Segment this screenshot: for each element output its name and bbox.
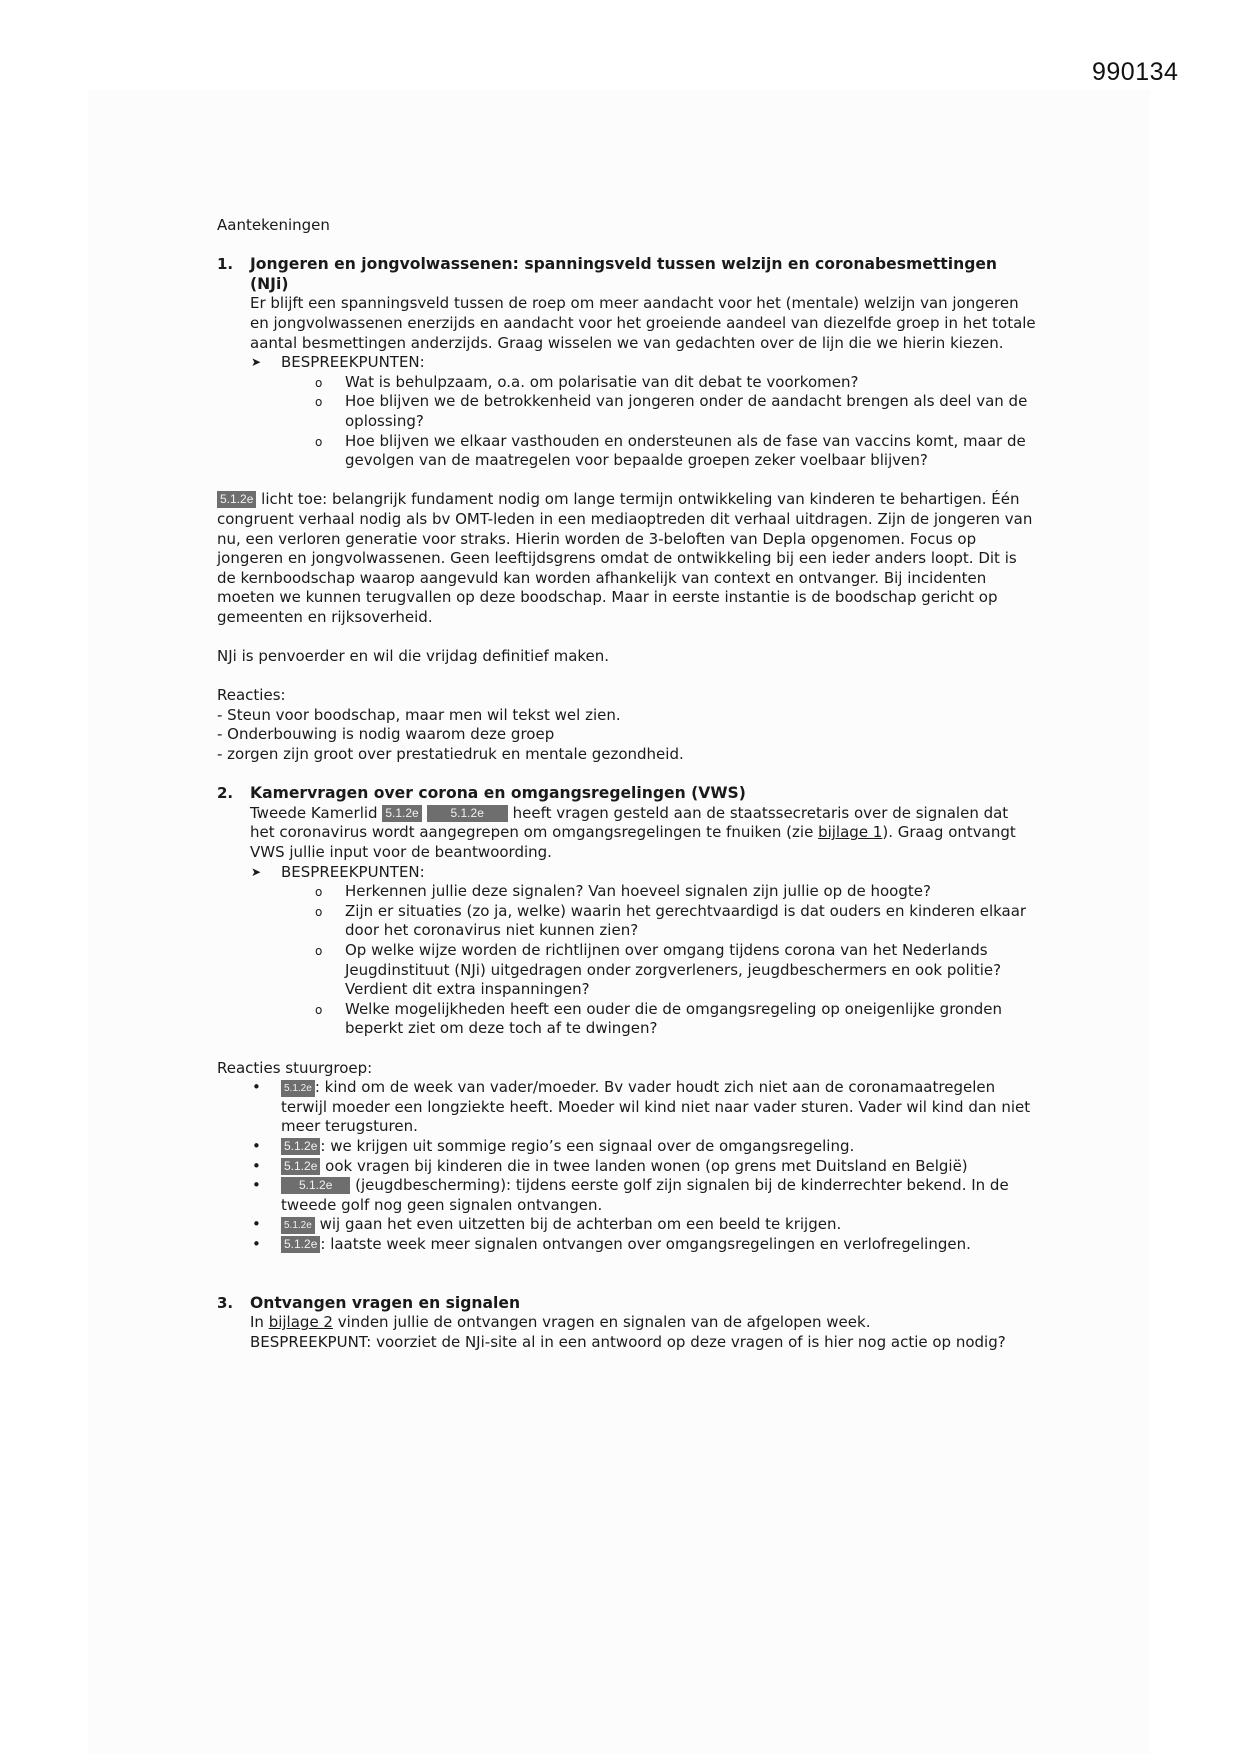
section-intro: Tweede Kamerlid 5.1.2e 5.1.2e heeft vragen gesteld aan de staatssecretaris over de signalen dat het coronavirus wordt aangegrepen om omgangsregelingen te fnuiken (zie bijlage 1). Graag ontvangt VWS jullie input voor de beantwoording. [250, 803, 1016, 861]
discussion-point: o Zijn er situaties (zo ja, welke) waarin het gerechtvaardigd is dat ouders en kinderen elkaar door het coronavirus niet kunnen zien? [315, 901, 1027, 940]
reactie-item: • 5.1.2e : laatste week meer signalen ontvangen over omgangsregelingen en verlofregelingen. [252, 1234, 971, 1253]
reactie-item: • 5.1.2e : we krijgen uit sommige regio’s een signaal over de omgangsregeling. [252, 1136, 855, 1155]
reacties-label: Reacties: [217, 686, 286, 705]
arrow-bullet-icon: ➤ [251, 355, 262, 370]
discussion-point: o Hoe blijven we elkaar vasthouden en ondersteunen als de fase van vaccins komt, maar de gevolgen van de maatregelen voor bepaalde groepen zeker voelbaar blijven? [315, 431, 1026, 470]
section-1-notes: 5.1.2e licht toe: belangrijk fundament nodig om lange termijn ontwikkeling van kinderen te behartigen. Één congruent verhaal nodig als bv OMT-leden in een mediaoptreden dit verhaal uitdragen. Zijn de jongeren van nu, een verloren generatie voor straks. Hierin worden de 3-beloften van Depla opgenomen. Focus op jongeren en jongvolwassenen. Geen leeftijdsgrens omdat de ontwikkeling bij een ieder anders loopt. Dit is de kernboodschap waarop aangevuld kan worden afhankelijk van context en ontvanger. Bij incidenten moeten we kunnen terugvallen op deze boodschap. Maar in eerste instantie is de boodschap gericht op gemeenten en rijksoverheid. [217, 490, 1033, 626]
section-2 [217, 784, 1037, 862]
discussion-point: o Op welke wijze worden de richtlijnen over omgang tijdens corona van het Nederlands Jeugdinstituut (NJi) uitgedragen onder zorgverleners, jeugdbeschermers en ook politie? Verdient dit extra inspanningen? [315, 940, 1002, 999]
section-number: 2. [217, 784, 234, 803]
section-intro: Er blijft een spanningsveld tussen de roep om meer aandacht voor het (mentale) welzijn van jongeren en jongvolwassenen enerzijds en aandacht voor het groeiende aandeel van diezelfde groep in het totale aantal besmettingen anderzijds. Graag wisselen we van gedachten over de lijn die we hierin kiezen. [250, 294, 1036, 352]
reactie-item: - Onderbouwing is nodig waarom deze groep [217, 725, 555, 744]
bullet-icon: • [252, 1156, 261, 1175]
circle-bullet-icon: o [315, 885, 323, 900]
redaction-block: 5.1.2e [281, 1080, 315, 1097]
section-title: Jongeren en jongvolwassenen: spanningsveld tussen welzijn en coronabesmettingen (NJi) [250, 255, 998, 293]
reactie-item: • 5.1.2e : kind om de week van vader/moeder. Bv vader houdt zich niet aan de coronamaatregelen terwijl moeder een longziekte heeft. Moeder wil kind niet naar vader sturen. Vader wil kind dan niet meer terugsturen. [252, 1078, 1031, 1136]
bullet-icon: • [252, 1234, 261, 1253]
section-1 [217, 255, 1037, 353]
redaction-block: 5.1.2e [382, 805, 421, 822]
reacties-stuurgroep-label: Reacties stuurgroep: [217, 1058, 373, 1077]
discussion-point: o Herkennen jullie deze signalen? Van hoeveel signalen zijn jullie op de hoogte? [217, 882, 1037, 902]
bullet-icon: • [252, 1078, 261, 1097]
redaction-block: 5.1.2e [281, 1138, 320, 1155]
circle-bullet-icon: o [315, 395, 323, 410]
bespreekpunten-label: BESPREEKPUNTEN: [281, 862, 425, 881]
circle-bullet-icon: o [315, 904, 323, 919]
circle-bullet-icon: o [315, 1002, 323, 1017]
bespreekpunten-label: BESPREEKPUNTEN: [281, 353, 425, 372]
document-number: 990134 [1092, 58, 1179, 86]
discussion-point: o Welke mogelijkheden heeft een ouder die de omgangsregeling op oneigenlijke gronden beperkt ziet om deze toch af te dwingen? [315, 999, 1002, 1038]
section-intro: In bijlage 2 vinden jullie de ontvangen vragen en signalen van de afgelopen week. [250, 1313, 871, 1332]
redaction-block: 5.1.2e [281, 1177, 350, 1194]
discussion-point: o Hoe blijven we de betrokkenheid van jongeren onder de aandacht brengen als deel van de oplossing? [315, 392, 1028, 430]
arrow-bullet-icon: ➤ [251, 864, 262, 879]
bullet-icon: • [252, 1176, 261, 1195]
bijlage-2-link[interactable]: bijlage 2 [268, 1313, 333, 1332]
bespreekpunten-row [217, 863, 1037, 883]
bespreekpunten-row [217, 353, 1037, 373]
discussion-point: o Wat is behulpzaam, o.a. om polarisatie van dit debat te voorkomen? [217, 373, 1037, 393]
bullet-icon: • [252, 1215, 261, 1234]
circle-bullet-icon: o [315, 375, 323, 390]
section-title: Ontvangen vragen en signalen [250, 1293, 521, 1312]
bullet-icon: • [252, 1136, 261, 1155]
reacties-stuurgroep-list [217, 1078, 1037, 1254]
bespreekpunt: BESPREEKPUNT: voorziet de NJi-site al in een antwoord op deze vragen of is hier nog actie op nodig? [250, 1332, 1006, 1351]
notes-heading: Aantekeningen [217, 216, 330, 234]
reactie-item: • 5.1.2e wij gaan het even uitzetten bij de achterban om een beeld te krijgen. [252, 1215, 842, 1234]
section-title: Kamervragen over corona en omgangsregelingen (VWS) [250, 784, 746, 803]
redaction-block: 5.1.2e [281, 1158, 320, 1175]
redaction-block: 5.1.2e [281, 1217, 315, 1234]
section-number: 3. [217, 1293, 234, 1312]
circle-bullet-icon: o [315, 434, 323, 449]
bijlage-1-link[interactable]: bijlage 1 [818, 823, 883, 842]
section-number: 1. [217, 255, 234, 274]
redaction-block: 5.1.2e [281, 1236, 320, 1253]
reactie-item: - Steun voor boodschap, maar men wil tekst wel zien. [217, 705, 621, 724]
section-3 [217, 1294, 1037, 1353]
reactie-item: • 5.1.2e ook vragen bij kinderen die in twee landen wonen (op grens met Duitsland en België) [252, 1156, 968, 1175]
reactie-item: • 5.1.2e (jeugdbescherming): tijdens eerste golf zijn signalen bij de kinderrechter bekend. In de tweede golf nog geen signalen ontvangen. [252, 1176, 1009, 1214]
penvoerder-note: NJi is penvoerder en wil die vrijdag definitief maken. [217, 647, 610, 666]
redaction-block: 5.1.2e [217, 491, 256, 508]
redaction-block: 5.1.2e [427, 805, 508, 822]
circle-bullet-icon: o [315, 943, 323, 958]
document-body [217, 216, 1037, 1352]
reactie-item: - zorgen zijn groot over prestatiedruk en mentale gezondheid. [217, 745, 684, 764]
